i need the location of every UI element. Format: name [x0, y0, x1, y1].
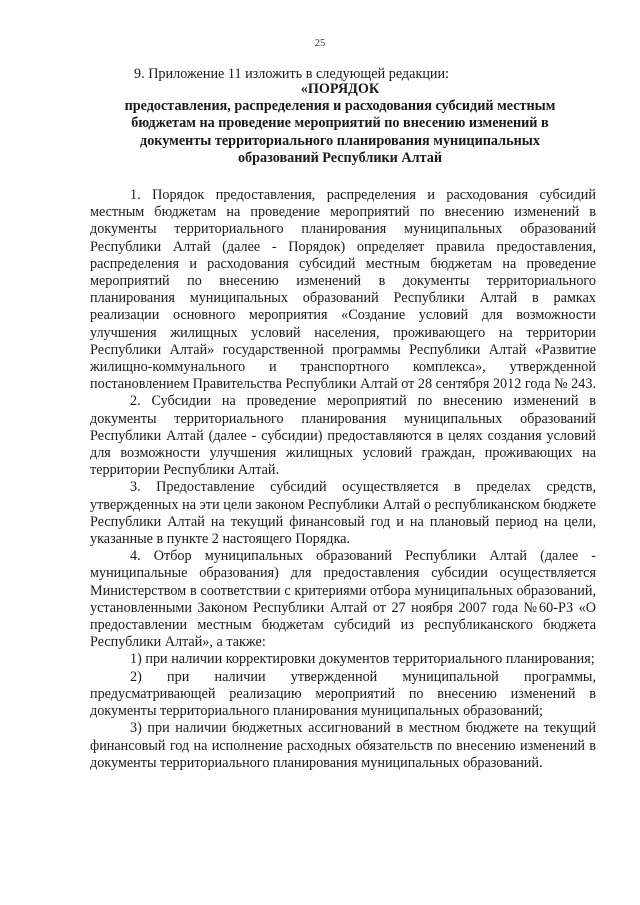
list-item-1: 1) при наличии корректировки документов территориального планирования;: [130, 651, 595, 668]
heading-line: документы территориального планирования муниципальных: [140, 132, 540, 149]
document-heading: [90, 81, 590, 167]
amendment-intro: 9. Приложение 11 изложить в следующей редакции:: [134, 66, 450, 82]
list-item-2: 2) при наличии утвержденной муниципальной программы, предусматривающей реализацию мероприятий по внесению изменений в документы территориального планирования муниципальных образований;: [90, 668, 596, 720]
heading-line: бюджетам на проведение мероприятий по внесению изменений в: [131, 115, 549, 132]
paragraph-1: 1. Порядок предоставления, распределения и расходования субсидий местным бюджетам на проведение мероприятий по внесению изменений в документы территориального планирования муниципальных образований Республики Алтай (далее - Порядок) определяет правила предоставления, распределения и расходования субсидий местным бюджетам на проведение мероприятий по внесению изменений в документы территориального планирования муниципальных образований Республики Алтай в рамках реализации основного мероприятия «Создание условий для возможности улучшения жилищных условий населения, проживающего на территории Республики Алтай» государственной программы Республики Алтай «Развитие жилищно-коммунального и транспортного комплекса», утвержденной постановлением Правительства Республики Алтай от 28 сентября 2012 года № 243.: [90, 187, 596, 393]
list-item-3: 3) при наличии бюджетных ассигнований в местном бюджете на текущий финансовый год на исполнение расходных обязательств по внесению изменений в документы территориального планирования муниципальных образований.: [90, 720, 596, 771]
paragraph-3: 3. Предоставление субсидий осуществляется в пределах средств, утвержденных на эти цели законом Республики Алтай о республиканском бюджете Республики Алтай на текущий финансовый год и на плановый период на цели, указанные в пункте 2 настоящего Порядка.: [90, 479, 596, 548]
document-body: [90, 187, 596, 772]
paragraph-2: 2. Субсидии на проведение мероприятий по внесению изменений в документы территориального планирования муниципальных образований Республики Алтай (далее - субсидии) предоставляются в целях создания условий для возможности улучшения жилищных условий граждан, проживающих на территории Республики Алтай.: [90, 393, 596, 479]
heading-line: предоставления, распределения и расходования субсидий местным: [124, 98, 556, 115]
heading-title: «ПОРЯДОК: [300, 81, 380, 97]
paragraph-4: 4. Отбор муниципальных образований Республики Алтай (далее - муниципальные образования) для предоставления субсидии осуществляется Министерством в соответствии с критериями отбора муниципальных образований, установленными Законом Республики Алтай от 27 ноября 2007 года №60-РЗ «О предоставлении местным бюджетам субсидий из республиканского бюджета Республики Алтай», а также:: [90, 548, 596, 651]
page-number: 25: [314, 38, 326, 49]
heading-line: образований Республики Алтай: [237, 149, 443, 166]
